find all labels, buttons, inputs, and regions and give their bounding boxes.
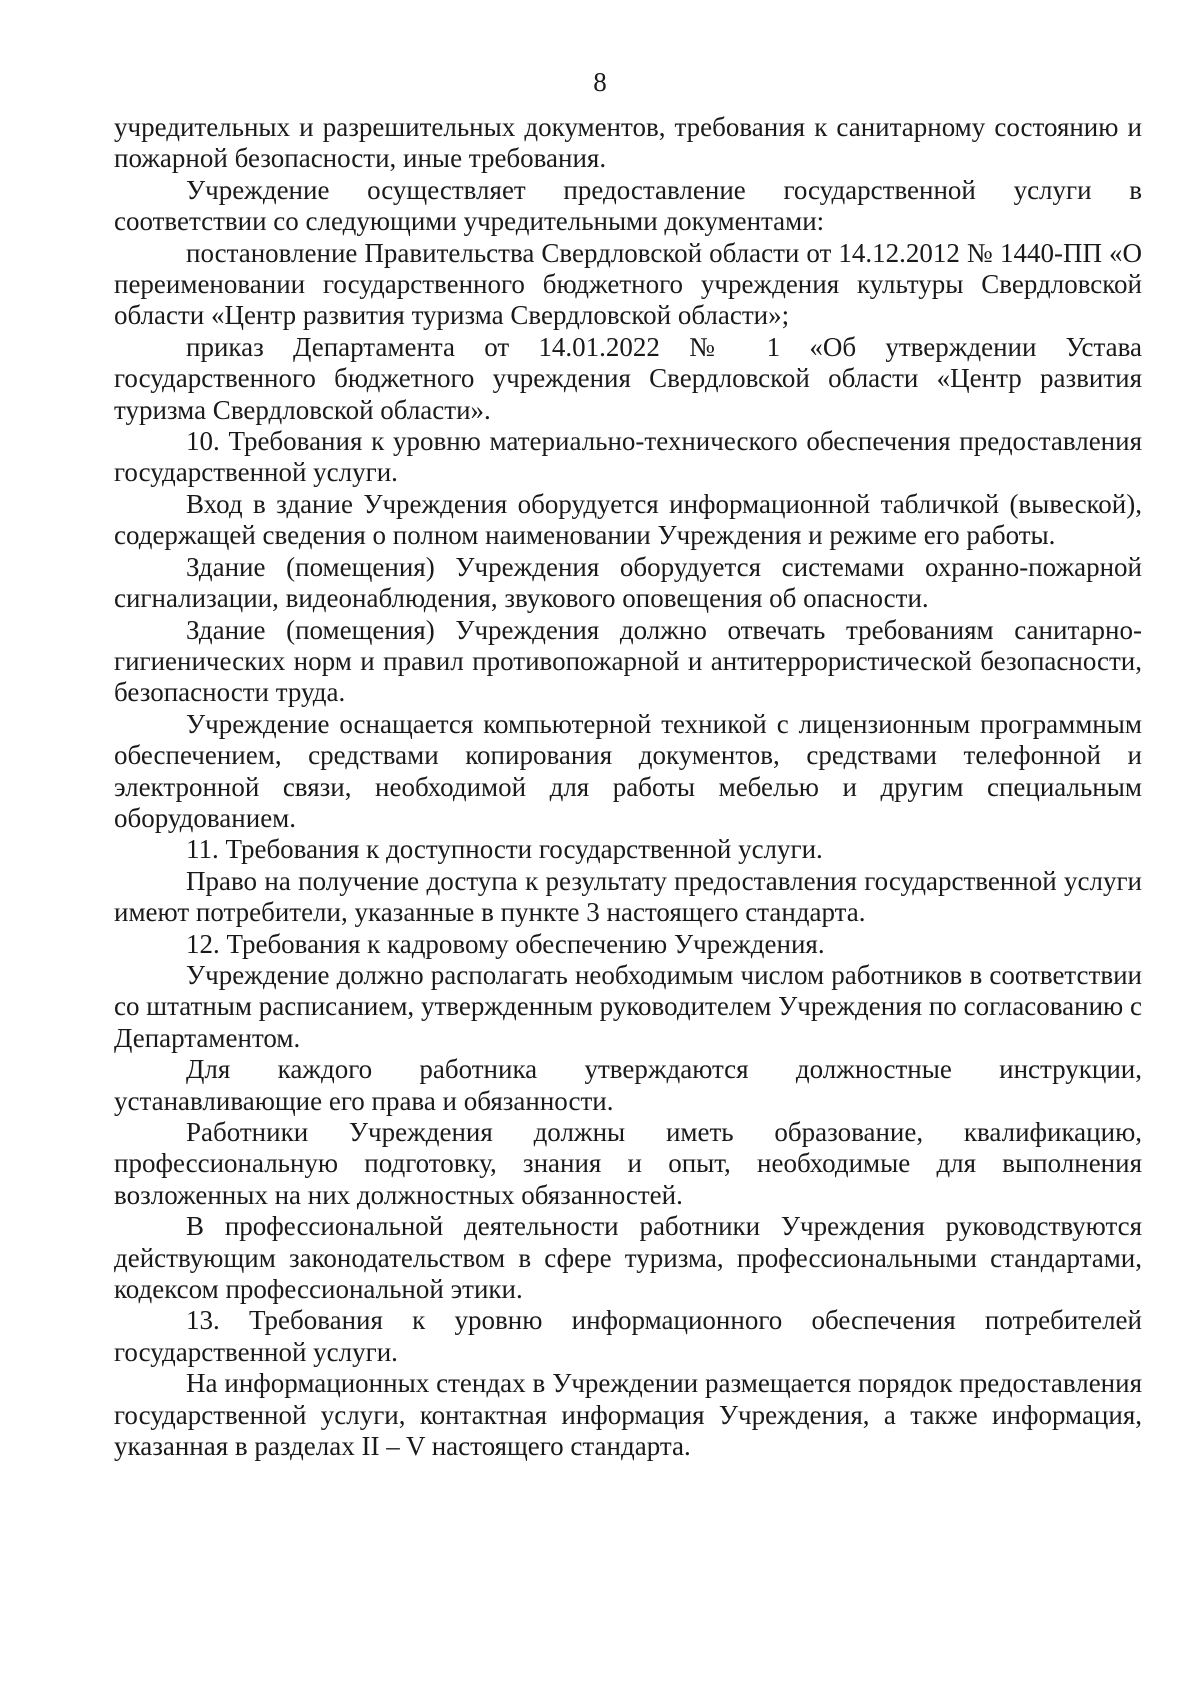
paragraph-entrance-sign: Вход в здание Учреждения оборудуется информационной табличкой (вывеской), содержащей сведения о полном наименовании Учреждения и режиме его работы. [114,488,1142,551]
section-13-heading: 13. Требования к уровню информационного обеспечения потребителей государственной услуги. [114,1305,1142,1367]
paragraph-access-right: Право на получение доступа к результату предоставления государственной услуги имеют потребители, указанные в пункте 3 настоящего стандарта. [114,865,1142,928]
paragraph-information-stands: На информационных стендах в Учреждении размещается порядок предоставления государственной услуги, контактная информация Учреждения, а также информация, указанная в разделах II – V настоящего стандарта. [114,1368,1142,1462]
document-body [114,112,1142,1462]
paragraph-government-resolution: постановление Правительства Свердловской области от 14.12.2012 № 1440-ПП «О переименовании государственного бюджетного учреждения культуры Свердловской области «Центр развития туризма Свердловской области»; [114,237,1142,331]
paragraph-founding-documents-intro: Учреждение осуществляет предоставление государственной услуги в соответствии со следующими учредительными документами: [114,174,1142,237]
paragraph-qualifications: Работники Учреждения должны иметь образование, квалификацию, профессиональную подготовку, знания и опыт, необходимые для выполнения возложенных на них должностных обязанностей. [114,1117,1142,1210]
paragraph-sanitary-requirements: Здание (помещения) Учреждения должно отвечать требованиям санитарно-гигиенических норм и правил противопожарной и антитеррористической безопасности, безопасности труда. [114,614,1142,708]
paragraph-job-instructions: Для каждого работника утверждаются должностные инструкции, устанавливающие его права и обязанности. [114,1054,1142,1116]
paragraph-professional-activity: В профессиональной деятельности работники Учреждения руководствуются действующим законодательством в сфере туризма, профессиональными стандартами, кодексом профессиональной этики. [114,1211,1142,1305]
page-number: 8 [593,67,607,97]
section-11-heading: 11. Требования к доступности государственной услуги. [186,834,823,865]
section-12-heading: 12. Требования к кадровому обеспечению Учреждения. [186,928,825,959]
section-10-heading: 10. Требования к уровню материально-технического обеспечения предоставления государственной услуги. [114,426,1142,488]
paragraph-department-order: приказ Департамента от 14.01.2022 № 1 «Об утверждении Устава государственного бюджетного учреждения Свердловской области «Центр развития туризма Свердловской области». [114,331,1142,425]
paragraph-continuation: учредительных и разрешительных документов, требования к санитарному состоянию и пожарной безопасности, иные требования. [114,112,1142,174]
paragraph-staffing: Учреждение должно располагать необходимым числом работников в соответствии со штатным расписанием, утвержденным руководителем Учреждения по согласованию с Департаментом. [114,959,1142,1053]
paragraph-equipment: Учреждение оснащается компьютерной техникой с лицензионным программным обеспечением, средствами копирования документов, средствами телефонной и электронной связи, необходимой для работы мебелью и другим специальным оборудованием. [114,708,1142,833]
paragraph-security-systems: Здание (помещения) Учреждения оборудуется системами охранно-пожарной сигнализации, видеонаблюдения, звукового оповещения об опасности. [114,551,1142,614]
